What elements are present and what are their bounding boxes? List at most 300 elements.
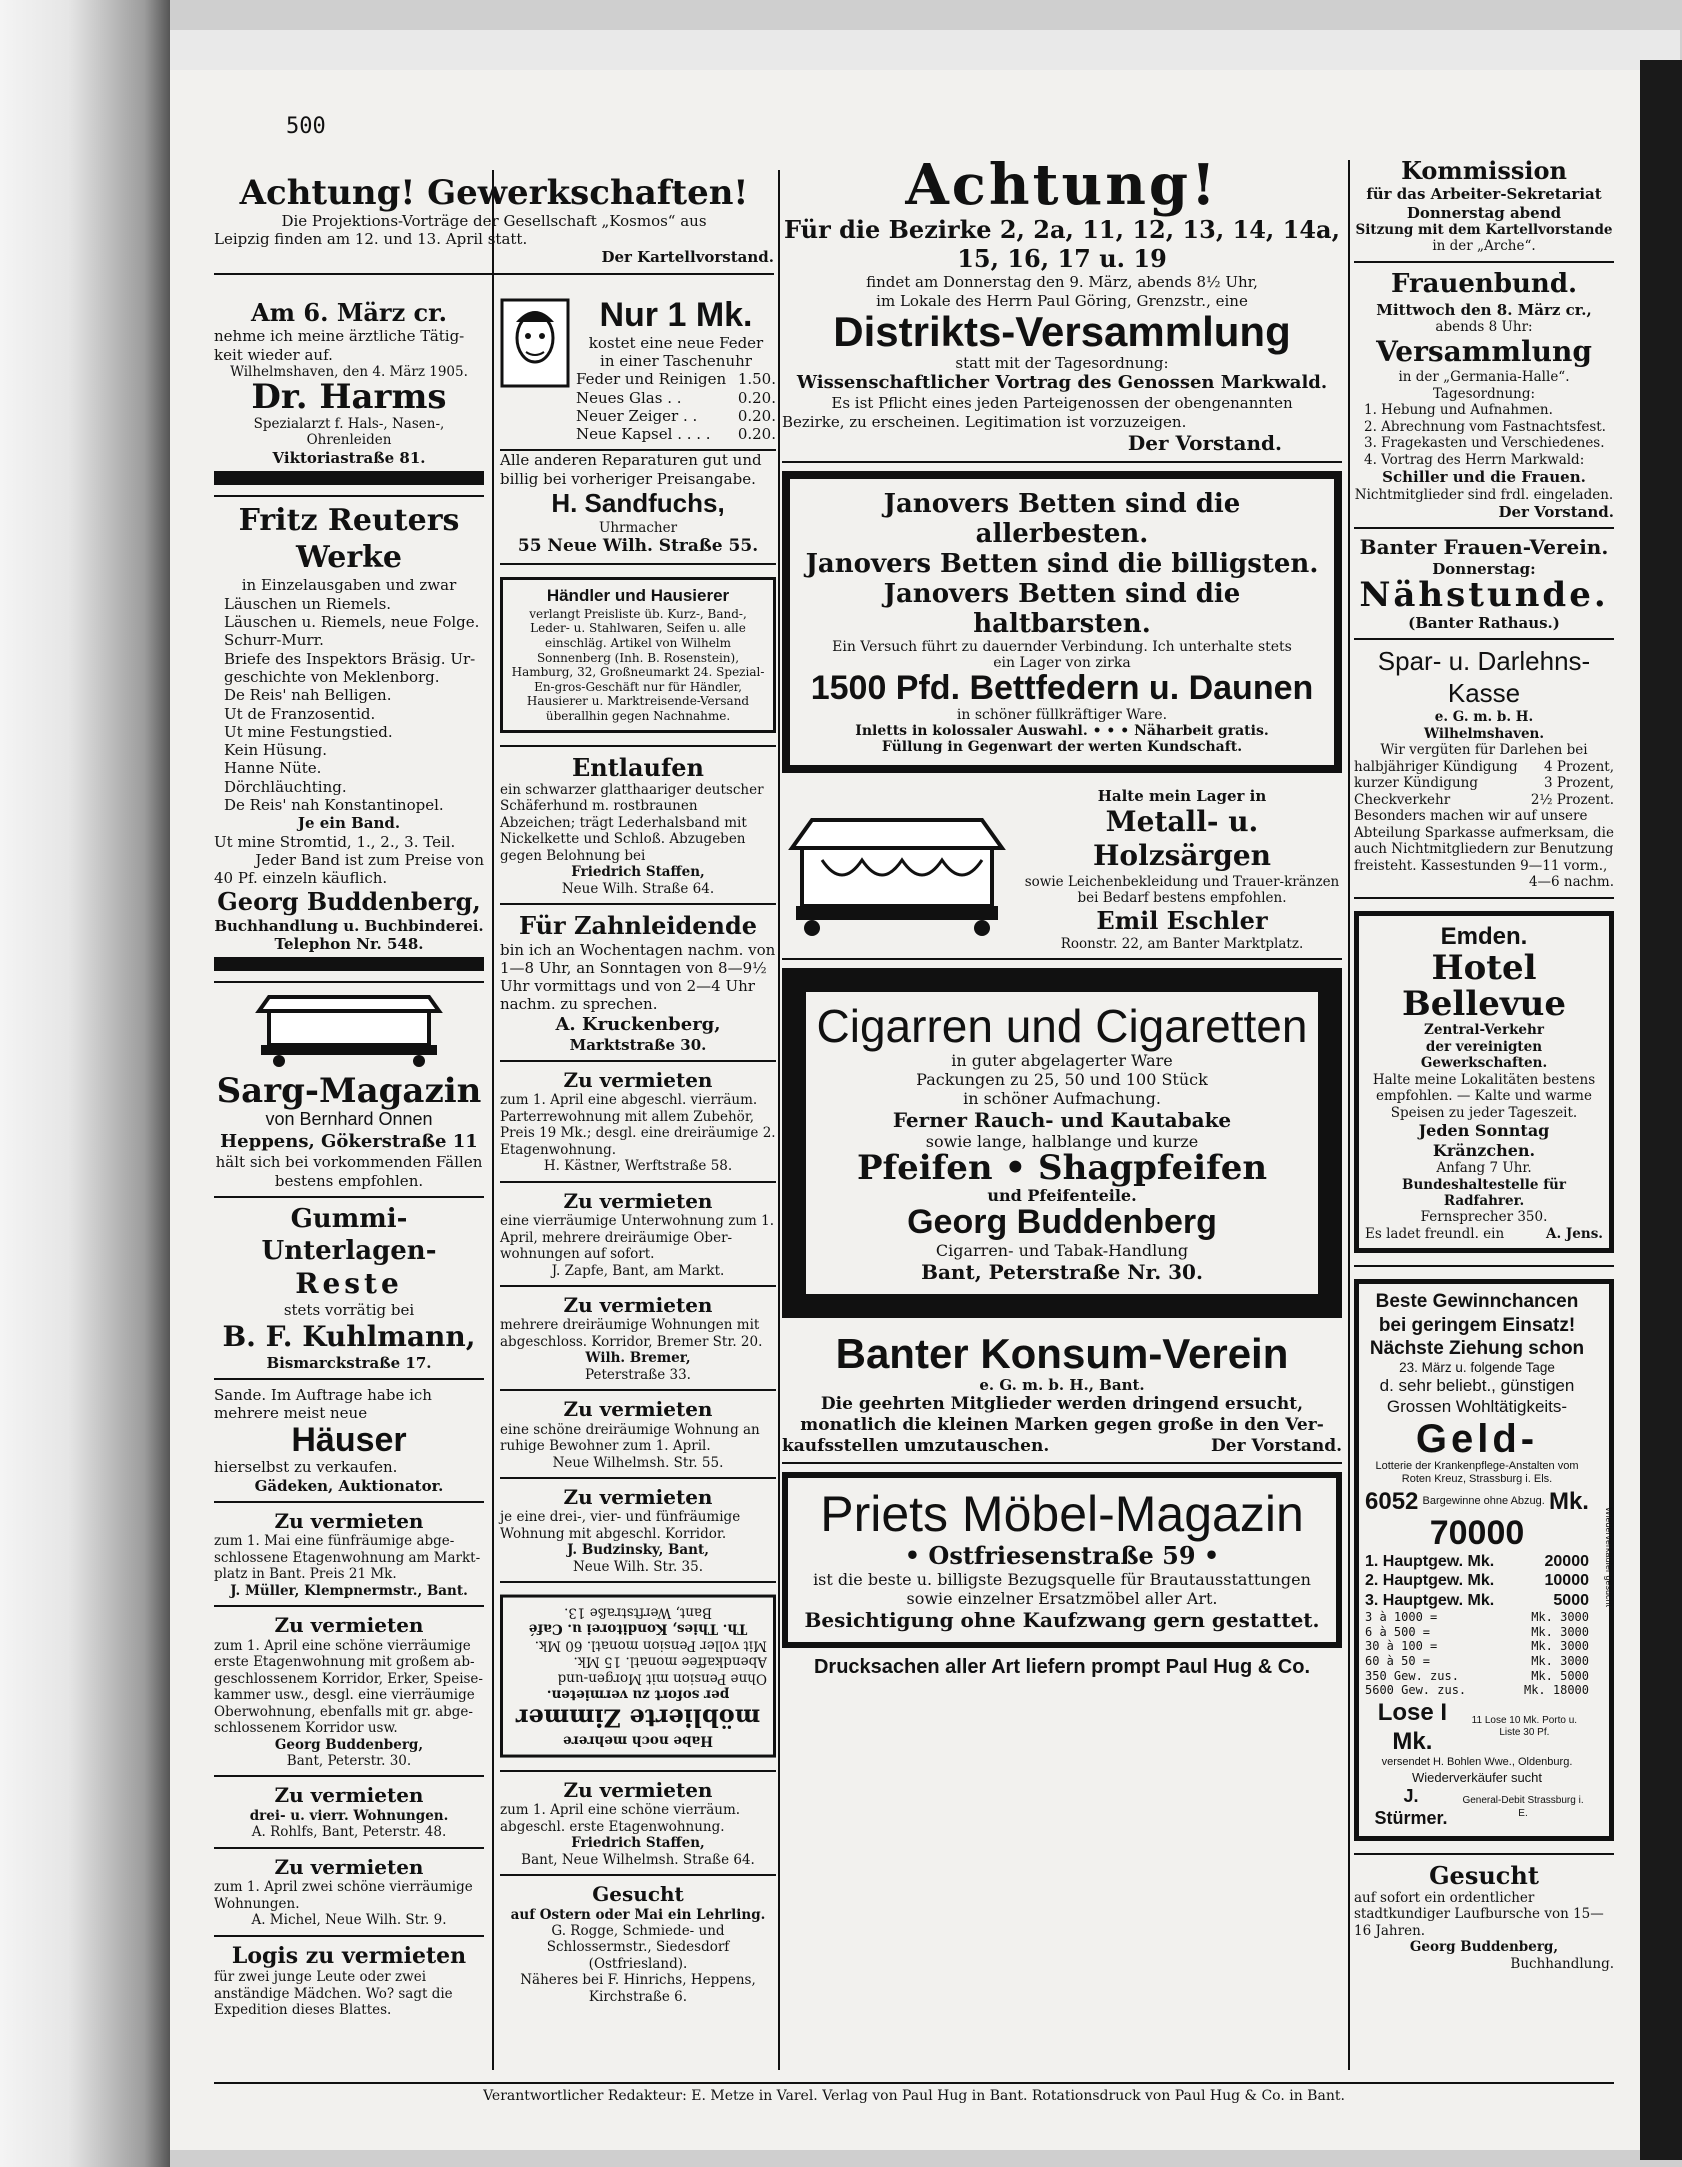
- agenda-item: 2. Abrechnung vom Fastnachtsfest.: [1364, 418, 1606, 435]
- konsum-ad: [782, 1326, 1342, 1465]
- ad-text: bin ich an Wochentagen nachm. von 1—8 Uhr, an Sonntagen von 8—9½ Uhr vormittags und von 2—4 Uhr nachm. zu sprechen.: [500, 940, 776, 1014]
- ad-address: • Ostfriesenstraße 59 •: [904, 1540, 1220, 1570]
- ad-text: Füllung in Gegenwart der werten Kundschaft.: [881, 738, 1243, 755]
- price-row-label: Neues Glas . .: [576, 388, 682, 407]
- column-rule: [1348, 160, 1350, 2070]
- small-prize-row-value: Mk. 3000: [1531, 1639, 1589, 1654]
- ad-text: ein schwarzer glatthaariger deutscher Schäferhund m. rostbraunen Abzeichen; trägt Lederhalsband mit Nickelkette und Schloß. Abzugeben gegen Belohnung bei: [500, 781, 764, 864]
- rate-row: [1354, 759, 1614, 775]
- ad-text: Grossen Wohltätigkeits-: [1386, 1397, 1568, 1417]
- ad-headline: Versammlung: [1376, 335, 1592, 369]
- rate-row: [1354, 792, 1614, 808]
- ad-text: Besichtigung ohne Kaufzwang gern gestattet.: [804, 1607, 1320, 1632]
- ad-text: statt mit der Tagesordnung:: [955, 354, 1169, 373]
- ad-text: hierselbst zu verkaufen.: [214, 1458, 398, 1477]
- ad-headline: Pfeifen • Shagpfeifen: [856, 1147, 1268, 1188]
- price-row-label: Neue Kapsel . . . .: [576, 425, 711, 444]
- ad-title: Gummi-Unterlagen-: [261, 1203, 437, 1266]
- ad-text: im Lokale des Herrn Paul Göring, Grenzstr., eine: [876, 291, 1248, 310]
- prize-row-value: 5000: [1553, 1591, 1589, 1609]
- ad-headline: Geld-: [1415, 1416, 1539, 1461]
- ad-text: e. G. m. b. H.: [1434, 709, 1534, 726]
- small-prize-row-label: 60 à 50 =: [1365, 1654, 1431, 1669]
- ad-text: Alle anderen Reparaturen gut und billig bei vorheriger Preisangabe.: [500, 451, 762, 488]
- sarg-ad: [214, 983, 484, 1197]
- ad-title: möblierte Zimmer: [515, 1703, 761, 1733]
- gesucht-ad: [500, 1876, 776, 2011]
- ad-title: Achtung! Gewerkschaften!: [239, 173, 749, 213]
- ad-text: 40 Pf. einzeln käuflich.: [214, 869, 388, 888]
- ad-text: 11 Lose 10 Mk. Porto u. Liste 30 Pf.: [1471, 1715, 1578, 1739]
- ad-text: zum 1. April eine schöne vierräumige erste Etagenwohnung mit großem ab-geschlossenem Korridor, Erker, Speise-kammer usw., desgl. eine vierräumige Oberwohnung, ebenfalls mit gr. abge-schlossenem Korridor usw.: [214, 1637, 483, 1737]
- coffin-illustration: [239, 989, 459, 1069]
- price-row: [576, 389, 776, 407]
- scan-border: [1640, 60, 1682, 2160]
- ad-title: Achtung!: [905, 152, 1219, 218]
- small-prize-row-label: 30 à 100 =: [1365, 1639, 1438, 1654]
- ad-text: sowie einzelner Ersatzmöbel aller Art.: [906, 1588, 1218, 1608]
- ad-subtitle: Reste: [295, 1267, 403, 1301]
- ad-text: zum 1. Mai eine fünfräumige abge-schlossene Etagenwohnung am Markt-platz in Bant. Preis 21 Mk.: [214, 1533, 481, 1583]
- ad-signature: Georg Buddenberg,: [274, 1736, 424, 1753]
- small-prize-row-label: 3 à 1000 =: [1365, 1610, 1438, 1625]
- small-prize-row: [1365, 1654, 1589, 1669]
- ad-title: Gesucht: [592, 1882, 684, 1907]
- uhrmacher-ad-footer: [500, 451, 776, 565]
- ad-count: 6052: [1365, 1487, 1419, 1515]
- ad-text: für zwei junge Leute oder zwei anständige Mädchen. Wo? sagt die Expedition dieses Blattes.: [214, 1969, 453, 2019]
- ad-text: Halte mein Lager in: [1097, 786, 1267, 805]
- lotterie-ad: [1354, 1267, 1614, 1854]
- ad-text: kostet eine neue Feder: [588, 333, 764, 352]
- book-title: geschichte von Meklenborg.: [224, 667, 440, 686]
- ad-signature: Friedrich Staffen,: [571, 864, 705, 881]
- ad-signature: Gädeken, Auktionator.: [254, 1476, 444, 1495]
- ad-address: Viktoriastraße 81.: [272, 448, 426, 467]
- book-title: Kein Hüsung.: [224, 741, 328, 760]
- ad-owner: von Bernhard Onnen: [265, 1109, 433, 1130]
- ad-date: Wilhelmshaven, den 4. März 1905.: [230, 363, 468, 380]
- ad-signature: J. Budzinsky, Bant,: [567, 1542, 709, 1559]
- ad-headline: Nähstunde.: [1359, 575, 1609, 615]
- ad-name: Dr. Harms: [251, 377, 447, 418]
- column-rule: [778, 170, 780, 2070]
- ad-signature: J. Müller, Klempnermstr., Bant.: [230, 1582, 468, 1599]
- ad-title: Banter Frauen-Verein.: [1359, 535, 1609, 560]
- price-row-value: 0.20.: [737, 406, 776, 425]
- small-prize-row: [1365, 1639, 1589, 1654]
- price-row: [576, 425, 776, 443]
- ad-phone: Telephon Nr. 548.: [274, 935, 424, 954]
- ad-title: Priets Möbel-Magazin: [820, 1486, 1304, 1543]
- ad-text: je eine drei-, vier- und fünfräumige Wohnung mit abgeschl. Korridor.: [500, 1509, 741, 1542]
- ad-title: Logis zu vermieten: [231, 1942, 467, 1969]
- small-prize-list: [1365, 1610, 1589, 1698]
- ad-address: Näheres bei F. Hinrichs, Heppens, Kirchstraße 6.: [520, 1972, 756, 2005]
- cigarren-ad: [782, 968, 1342, 1318]
- ad-text: Spezialarzt f. Hals-, Nasen-, Ohrenleiden: [253, 416, 445, 449]
- ad-text: Jeden Sonntag Kränzchen.: [1418, 1121, 1550, 1160]
- divider-bar: [214, 471, 484, 485]
- ad-text: Besonders machen wir auf unsere Abteilung Sparkasse aufmerksam, die auch Nichtmitgliedern zur Benutzung freisteht. Kassestunden 9—11 vorm.,: [1354, 808, 1614, 874]
- ad-title: Sarg-Magazin: [216, 1070, 482, 1111]
- portrait-illustration: [500, 298, 570, 388]
- ad-text: findet am Donnerstag den 9. März, abends 8½ Uhr,: [866, 273, 1258, 292]
- agenda-item: 1. Hebung und Aufnahmen.: [1364, 402, 1553, 419]
- ad-address: Bant, Werftstraße 13.: [564, 1604, 712, 1621]
- ad-text: in Einzelausgaben und zwar: [241, 576, 457, 595]
- ad-text: Zentral-Verkehr: [1424, 1022, 1544, 1039]
- ad-title: Entlaufen: [572, 752, 704, 782]
- ad-text: auf Ostern oder Mai ein Lehrling.: [510, 1906, 766, 1923]
- ad-headline: Distrikts-Versammlung: [833, 307, 1291, 355]
- harms-ad: [214, 292, 484, 497]
- ad-text: Je ein Band.: [297, 814, 401, 833]
- prize-row: [1365, 1571, 1589, 1591]
- ad-title: Gesucht: [1429, 1860, 1539, 1890]
- vermieten-ad: [500, 1479, 776, 1583]
- ad-text: verlangt Preisliste üb. Kurz-, Band-, Leder- u. Stahlwaren, Seifen u. alle einschläg. Artikel von Wilhelm Sonnenberg (Inh. B. Rosenstein), Hamburg, 32, Großneumarkt 24. Spezial-En-gros-Geschäft nur für Händler, Hausierer u. Marktreisende-Versand überallhin gegen Nachnahme.: [511, 606, 765, 724]
- ad-signature: Der Vorstand.: [1127, 430, 1282, 455]
- ad-text: (Banter Rathaus.): [1408, 613, 1560, 632]
- agenda-list: [1354, 402, 1614, 468]
- entlaufen-ad: [500, 747, 776, 906]
- ad-text: zum 1. April eine abgeschl. vierräum. Parterrewohnung mit allem Zubehör, Preis 19 Mk.; desgl. eine dreiräumige 2. Etagenwohnung.: [500, 1092, 776, 1158]
- eschler-ad: [782, 781, 1342, 960]
- ad-text: Buchhandlung u. Buchbinderei.: [214, 916, 484, 935]
- vermieten-ad: [214, 1607, 484, 1777]
- ad-signature: Der Kartellvorstand.: [601, 248, 774, 267]
- column-2: [500, 292, 776, 2011]
- ad-text: mehrere meist neue: [214, 1404, 368, 1423]
- ad-signature: A. Michel, Neue Wilh. Str. 9.: [251, 1912, 447, 1929]
- book-title: Ut de Franzosentid.: [224, 704, 376, 723]
- prize-row-label: 2. Hauptgew. Mk.: [1365, 1572, 1495, 1590]
- ad-text: Ein Versuch führt zu dauernder Verbindung. Ich unterhalte stets: [832, 639, 1292, 656]
- ad-text: Sitzung mit dem Kartellvorstande: [1355, 221, 1613, 238]
- ad-signature: Der Vorstand.: [1498, 503, 1614, 522]
- ad-text: Leipzig finden am 12. und 13. April statt.: [214, 229, 528, 248]
- ad-title: Fritz Reuters Werke: [238, 503, 460, 575]
- ad-address: Heppens, Gökerstraße 11: [220, 1131, 478, 1153]
- ad-text: Packungen zu 25, 50 und 100 Stück: [916, 1069, 1208, 1089]
- sparkasse-ad: [1354, 640, 1614, 899]
- book-title: Ut mine Festungstied.: [224, 722, 393, 741]
- newspaper-page: [214, 100, 1614, 2120]
- ad-text: per sofort zu vermieten.: [546, 1687, 730, 1704]
- prize-list: [1365, 1552, 1589, 1611]
- gesucht-ad: [1354, 1855, 1614, 1979]
- ad-line: Janovers Betten sind die allerbesten.: [883, 489, 1241, 550]
- ad-districts: Für die Bezirke 2, 2a, 11, 12, 13, 14, 14a, 15, 16, 17 u. 19: [784, 214, 1340, 274]
- rate-list: [1354, 759, 1614, 808]
- zahn-ad: [500, 905, 776, 1062]
- ad-address: Neue Wilhelmsh. Str. 55.: [552, 1454, 724, 1471]
- priet-ad: [782, 1472, 1342, 1648]
- ad-text: stets vorrätig bei: [283, 1301, 415, 1320]
- ad-total: 70000: [1429, 1513, 1525, 1552]
- column-rule: [492, 170, 494, 2070]
- price-row-label: Neuer Zeiger . .: [576, 406, 698, 425]
- ad-title: Zu vermieten: [563, 1067, 713, 1092]
- ad-text: Wissenschaftlicher Vortrag des Genossen Markwald.: [796, 372, 1328, 394]
- ad-address: Bant, Neue Wilhelmsh. Straße 64.: [521, 1851, 755, 1868]
- ad-text: Ut mine Stromtid, 1., 2., 3. Teil.: [214, 832, 456, 851]
- book-title: Dörchläuchting.: [224, 777, 347, 796]
- ad-title: Zu vermieten: [274, 1613, 424, 1638]
- small-prize-row: [1365, 1625, 1589, 1640]
- ad-title: Banter Konsum-Verein: [835, 1329, 1289, 1377]
- ad-text: in der „Arche“.: [1432, 238, 1536, 255]
- book-binding: [0, 0, 170, 2167]
- ad-text: für das Arbeiter-Sekretariat: [1366, 185, 1602, 204]
- ad-text: Cigarren- und Tabak-Handlung: [935, 1240, 1189, 1260]
- divider-bar: [214, 957, 484, 971]
- ad-text: Die geehrten Mitglieder werden dringend ersucht,: [820, 1394, 1304, 1415]
- ad-text: in schöner Aufmachung.: [963, 1088, 1161, 1108]
- ad-text: drei- u. vierr. Wohnungen.: [249, 1807, 449, 1824]
- ad-text: Buchhandlung.: [1510, 1955, 1614, 1972]
- ad-address: Neue Wilh. Str. 35.: [572, 1558, 704, 1575]
- column-1: [214, 292, 484, 2025]
- ad-text: Anfang 7 Uhr.: [1436, 1160, 1532, 1177]
- agenda-item: 3. Fragekasten und Verschiedenes.: [1364, 435, 1605, 452]
- book-title: Briefe des Inspektors Bräsig. Ur-: [224, 649, 476, 668]
- ad-title: Häuser: [291, 1420, 407, 1459]
- rate-row-value: 2½ Prozent.: [1530, 791, 1614, 808]
- ad-text: Donnerstag:: [1432, 559, 1536, 578]
- small-prize-row-label: 6 à 500 =: [1365, 1624, 1431, 1639]
- bellevue-ad: [1354, 899, 1614, 1268]
- vermieten-ad: [500, 1183, 776, 1287]
- ad-text: Beste Gewinnchancen: [1375, 1291, 1579, 1313]
- ornate-coffin-illustration: [782, 800, 1012, 940]
- ad-title: Spar- u. Darlehns-Kasse: [1377, 645, 1591, 708]
- ad-text: Mit voller Pension monatl. 60 Mk.: [534, 1637, 767, 1654]
- ad-text: nehme ich meine ärztliche Tätig-: [214, 327, 465, 346]
- ad-text: eine schöne dreiräumige Wohnung an ruhige Bewohner zum 1. April.: [500, 1421, 760, 1455]
- vermieten-ad: [500, 1772, 776, 1876]
- reuter-ad: [214, 497, 484, 983]
- vermieten-ad: [500, 1391, 776, 1479]
- ad-text: Lotterie der Krankenpflege-Anstalten vom Roten Kreuz, Strassburg i. Els.: [1375, 1459, 1579, 1486]
- prize-row-value: 20000: [1544, 1552, 1589, 1570]
- ad-name: Georg Buddenberg,: [217, 887, 481, 917]
- ad-address: Bismarckstraße 17.: [266, 1353, 432, 1372]
- ad-city: Emden.: [1440, 922, 1528, 950]
- vermieten-ad: [214, 1777, 484, 1848]
- ad-title: Zu vermieten: [563, 1777, 713, 1802]
- ad-address: Bant, Peterstr. 30.: [286, 1752, 412, 1769]
- thies-ad: [500, 1583, 776, 1772]
- ad-text: bestens empfohlen.: [274, 1171, 424, 1190]
- ad-signature: A. Rohlfs, Bant, Peterstr. 48.: [251, 1824, 447, 1841]
- ad-title: Kommission: [1401, 156, 1567, 185]
- book-title: Läuschen u. Riemels, neue Folge.: [224, 613, 480, 632]
- prize-row-value: 10000: [1544, 1572, 1589, 1590]
- ad-headline: 1500 Pfd. Bettfedern u. Daunen: [810, 669, 1314, 708]
- ad-text: Nichtmitglieder sind frdl. eingeladen.: [1354, 486, 1614, 503]
- ad-title: Nur 1 Mk.: [599, 296, 753, 334]
- ad-text: Ohne Pension mit Morgen-und Abendkaffee monatl. 15 Mk.: [557, 1654, 767, 1687]
- price-row: [576, 370, 776, 388]
- ad-title: Zu vermieten: [274, 1783, 424, 1808]
- ad-address: 55 Neue Wilh. Straße 55.: [517, 536, 759, 557]
- rate-row-label: halbjähriger Kündigung: [1354, 758, 1518, 775]
- ad-text: Halte meine Lokalitäten bestens empfohlen. — Kalte und warme Speisen zu jeder Tageszeit.: [1372, 1071, 1596, 1121]
- ad-text: Bundeshaltestelle für Radfahrer.: [1402, 1176, 1566, 1209]
- ad-title: Für Zahnleidende: [518, 911, 758, 941]
- ad-signature: A. Jens.: [1546, 1225, 1603, 1242]
- ad-name: H. Sandfuchs,: [551, 488, 725, 519]
- ad-address: Peterstraße 33.: [585, 1366, 691, 1383]
- ad-text: versendet H. Bohlen Wwe., Oldenburg.: [1381, 1756, 1573, 1769]
- ad-title: Zu vermieten: [563, 1485, 713, 1510]
- book-title: Läuschen un Riemels.: [224, 594, 392, 613]
- rate-row-value: 3 Prozent,: [1543, 775, 1614, 792]
- ad-title: Zu vermieten: [563, 1292, 713, 1317]
- ad-text: Jeder Band ist zum Preise von: [255, 850, 484, 869]
- ad-text: in schöner füllkräftiger Ware.: [956, 706, 1168, 723]
- ad-text: Wilhelmshaven.: [1423, 725, 1545, 742]
- ad-text: Die Projektions-Vorträge der Gesellschaft „Kosmos“ aus: [281, 211, 707, 230]
- small-prize-row-value: Mk. 18000: [1523, 1683, 1589, 1698]
- ad-text: monatlich die kleinen Marken gegen große in den Ver-: [800, 1415, 1324, 1436]
- ad-text: Donnerstag abend: [1406, 203, 1562, 222]
- small-prize-row: [1365, 1610, 1589, 1625]
- ad-signature: Der Vorstand.: [1211, 1435, 1342, 1456]
- price-row-value: 1.50.: [737, 370, 776, 389]
- book-list: [214, 595, 484, 815]
- ad-address: Neue Wilh. Straße 64.: [561, 880, 715, 897]
- prize-row-label: 1. Hauptgew. Mk.: [1365, 1552, 1495, 1570]
- rate-row-label: Checkverkehr: [1354, 791, 1451, 808]
- ad-text: keit wieder auf.: [214, 345, 333, 364]
- ad-text: Bargewinne ohne Abzug.: [1422, 1494, 1545, 1507]
- ad-text: in der „Germania-Halle“.: [1398, 369, 1570, 386]
- small-prize-row: [1365, 1669, 1589, 1684]
- ad-signature: Wilh. Bremer,: [585, 1350, 691, 1367]
- agenda-item: 4. Vortrag des Herrn Markwald:: [1364, 451, 1585, 468]
- ad-text: e. G. m. b. H., Bant.: [979, 1375, 1145, 1394]
- ad-text: mehrere dreiräumige Wohnungen mit abgeschloss. Korridor, Bremer Str. 20.: [500, 1317, 763, 1350]
- ad-line: Janovers Betten sind die billigsten.: [805, 549, 1319, 580]
- logis-ad: [214, 1937, 484, 2025]
- imprint-footer: Verantwortlicher Redakteur: E. Metze in Varel. Verlag von Paul Hug in Bant. Rotationsdruck von Paul Hug & Co. in Bant.: [214, 2082, 1614, 2104]
- ad-text: hält sich bei vorkommenden Fällen: [215, 1153, 483, 1172]
- ad-text: Ferner Rauch- und Kautabake: [892, 1107, 1232, 1132]
- ad-name: J. Stürmer.: [1374, 1785, 1448, 1828]
- price-list: [576, 370, 776, 443]
- ad-text: Schiller und die Frauen.: [1382, 468, 1586, 487]
- ad-text: Nächste Ziehung schon: [1369, 1337, 1585, 1359]
- vermieten-ad: [214, 1503, 484, 1607]
- ad-name: Georg Buddenberg,: [1409, 1939, 1559, 1956]
- small-prize-row-label: 350 Gew. zus.: [1365, 1668, 1459, 1683]
- ad-title: Hotel Bellevue: [1402, 947, 1566, 1024]
- ad-text: zum 1. April zwei schöne vierräumige Wohnungen.: [214, 1879, 473, 1912]
- ad-text: kaufsstellen umzutauschen.: [782, 1435, 1050, 1456]
- ad-text: Uhrmacher: [598, 519, 678, 536]
- uhrmacher-ad: [500, 292, 776, 451]
- druck-ad: Drucksachen aller Art liefern prompt Paul Hug & Co.: [813, 1655, 1311, 1678]
- ad-text: und Pfeifenteile.: [987, 1186, 1137, 1206]
- ad-signature: H. Kästner, Werftstraße 58.: [543, 1158, 733, 1175]
- ad-name: A. Kruckenberg,: [555, 1013, 721, 1035]
- ad-title: Händler und Hausierer: [546, 585, 730, 605]
- ad-title: Zu vermieten: [563, 1188, 713, 1213]
- ad-line: Janovers Betten sind die haltbarsten.: [883, 579, 1241, 640]
- ad-text: Sande. Im Auftrage habe ich: [214, 1386, 432, 1405]
- prize-row: [1365, 1552, 1589, 1572]
- ad-text: sowie Leichenbekleidung und Trauer-kränzen bei Bedarf bestens empfohlen.: [1024, 873, 1340, 907]
- vermieten-ad: [500, 1062, 776, 1183]
- ad-text: Tagesordnung:: [1432, 385, 1536, 402]
- price-row-value: 0.20.: [737, 388, 776, 407]
- ad-title: Zu vermieten: [274, 1854, 424, 1879]
- ad-text: in einer Taschenuhr: [600, 351, 752, 370]
- ad-text: ist die beste u. billigste Bezugsquelle für Brautausstattungen: [813, 1569, 1311, 1589]
- small-prize-row-value: Mk. 3000: [1531, 1610, 1589, 1625]
- ad-text: Bezirke, zu erscheinen. Legitimation ist vorzuzeigen.: [782, 412, 1187, 431]
- vermieten-ad: [500, 1287, 776, 1391]
- ad-title: Metall- u. Holzsärgen: [1092, 805, 1272, 873]
- ad-text: Wiederverkäufer sucht: [1411, 1769, 1543, 1785]
- column-4: [1354, 150, 1614, 1978]
- haendler-ad: [500, 565, 776, 747]
- gewerkschaften-ad: [214, 170, 774, 275]
- column-3: [782, 150, 1342, 1679]
- small-prize-row-value: Mk. 5000: [1531, 1668, 1589, 1683]
- ad-text: ein Lager von zirka: [993, 655, 1131, 672]
- book-title: Schurr-Murr.: [224, 631, 324, 650]
- ad-text: Mittwoch den 8. März cr.,: [1376, 300, 1592, 319]
- ad-text: Lose I Mk.: [1377, 1698, 1448, 1756]
- book-title: De Reis' nah Konstantinopel.: [224, 796, 444, 814]
- ad-text: abends 8 Uhr:: [1435, 318, 1533, 335]
- ad-text: Es ladet freundl. ein: [1365, 1225, 1505, 1242]
- ad-title: Frauenbund.: [1390, 268, 1578, 299]
- book-title: Hanne Nüte.: [224, 759, 322, 778]
- ad-text: 4—6 nachm.: [1528, 874, 1614, 891]
- ad-title: Zu vermieten: [563, 1397, 713, 1422]
- ad-text: in guter abgelagerter Ware: [951, 1050, 1173, 1070]
- small-prize-row-label: 5600 Gew. zus.: [1365, 1683, 1467, 1698]
- frauenbund-ad: [1354, 263, 1614, 530]
- haeuser-ad: [214, 1380, 484, 1503]
- ad-side-note: Wiederverkäufer gesucht: [1604, 1507, 1614, 1608]
- prize-row-label: 3. Hauptgew. Mk.: [1365, 1591, 1495, 1609]
- ad-text: sowie lange, halblange und kurze: [925, 1131, 1199, 1151]
- ad-text: Fernsprecher 350.: [1420, 1209, 1548, 1226]
- ad-title: Am 6. März cr.: [251, 298, 447, 327]
- upside-down-ad: [500, 1595, 776, 1758]
- small-prize-row: [1365, 1683, 1589, 1698]
- ad-text: der vereinigten Gewerkschaften.: [1420, 1038, 1548, 1072]
- ad-title: Zu vermieten: [274, 1509, 424, 1534]
- gummi-ad: [214, 1198, 484, 1380]
- ad-text: 23. März u. folgende Tage: [1399, 1359, 1555, 1375]
- vermieten-ad: [214, 1849, 484, 1937]
- ad-text: Wir vergüten für Darlehen bei: [1380, 742, 1588, 759]
- rate-row-label: kurzer Kündigung: [1354, 775, 1478, 792]
- ad-name: Emil Eschler: [1096, 906, 1268, 936]
- ad-address: Marktstraße 30.: [569, 1035, 707, 1054]
- rate-row: [1354, 775, 1614, 791]
- ad-address: Roonstr. 22, am Banter Marktplatz.: [1060, 935, 1304, 952]
- ad-text: Habe noch mehrere: [563, 1732, 713, 1749]
- rate-row-value: 4 Prozent,: [1543, 758, 1614, 775]
